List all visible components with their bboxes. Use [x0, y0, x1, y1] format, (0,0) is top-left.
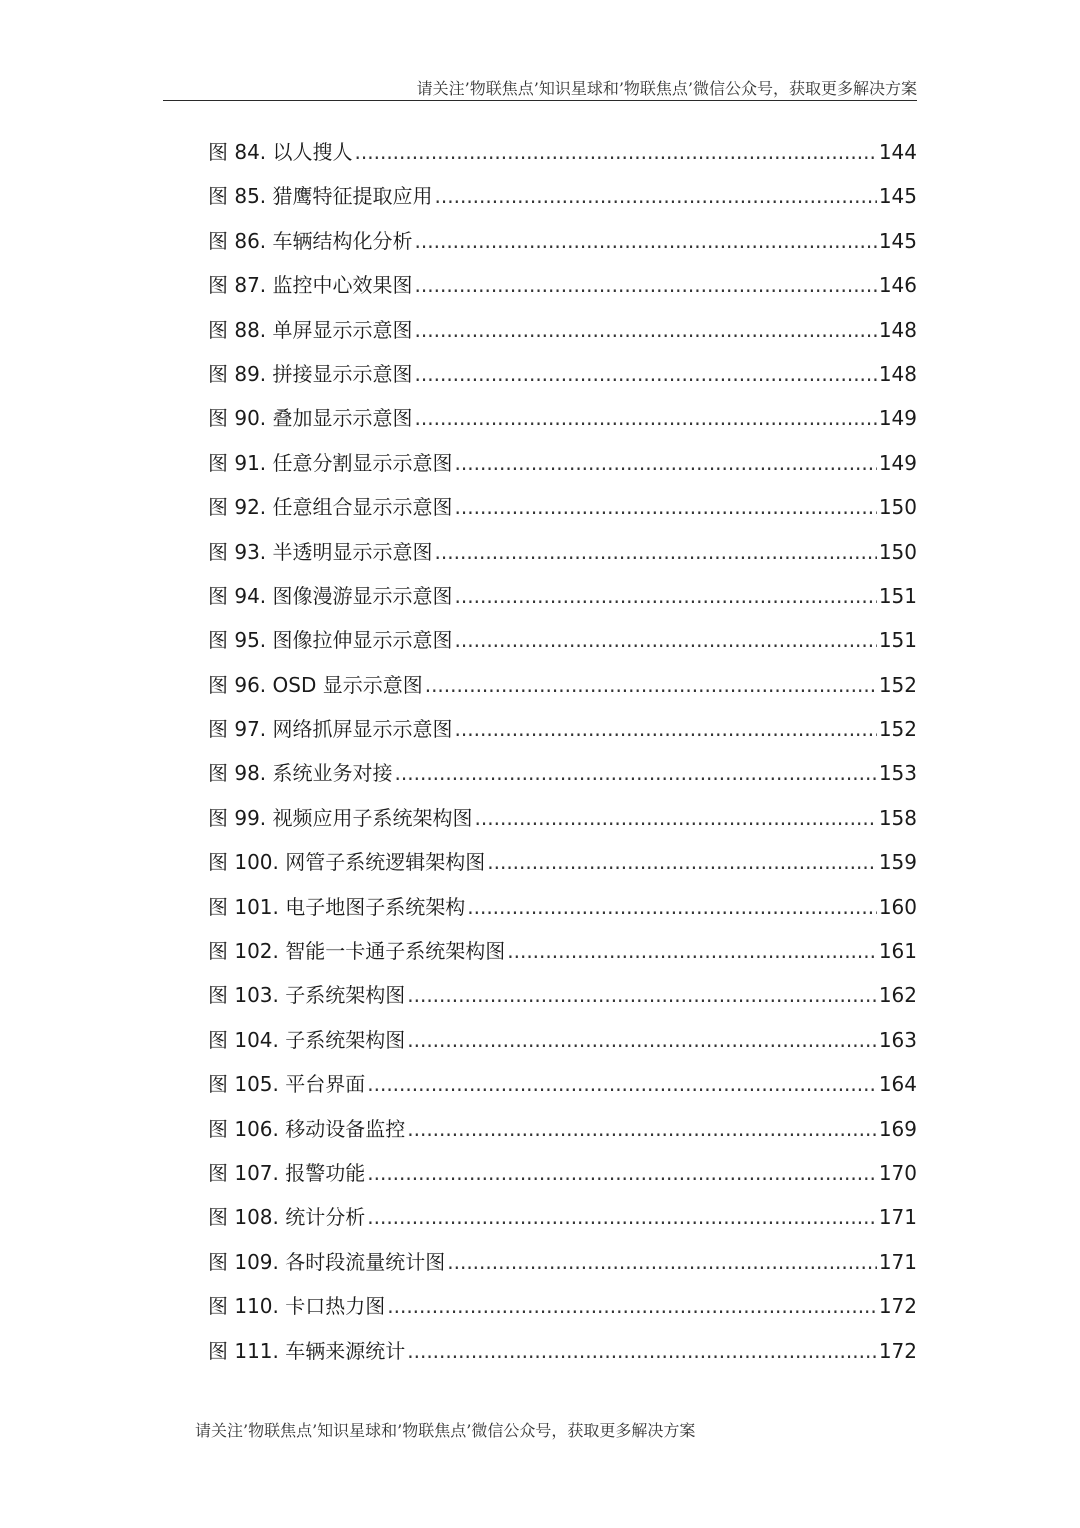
toc-entry[interactable]	[208, 840, 917, 884]
toc-dot-leader	[407, 1107, 877, 1151]
toc-entry-page-number: 145	[878, 228, 917, 253]
toc-entry-title: 图 86. 车辆结构化分析	[208, 228, 413, 253]
toc-entry-title: 图 105. 平台界面	[208, 1072, 366, 1097]
toc-entry-page-number: 146	[878, 273, 917, 298]
toc-dot-leader	[475, 796, 877, 840]
toc-entry[interactable]	[208, 441, 917, 485]
toc-entry-title: 图 84. 以人搜人	[208, 140, 353, 164]
toc-entry-title: 图 97. 网络抓屏显示示意图	[208, 717, 453, 742]
toc-entry-page-number: 164	[878, 1072, 917, 1097]
toc-entry-title: 图 94. 图像漫游显示示意图	[208, 583, 453, 608]
toc-entry-page-number: 144	[878, 140, 917, 164]
toc-entry-page-number: 170	[878, 1160, 917, 1185]
toc-entry[interactable]	[208, 618, 917, 662]
toc-entry-title: 图 101. 电子地图子系统架构	[208, 894, 466, 919]
toc-entry[interactable]	[208, 1062, 917, 1106]
toc-entry[interactable]	[208, 1018, 917, 1062]
toc-entry-title: 图 93. 半透明显示示意图	[208, 539, 433, 564]
toc-entry[interactable]	[208, 130, 917, 174]
toc-entry[interactable]	[208, 973, 917, 1017]
toc-entry-page-number: 172	[878, 1294, 917, 1319]
toc-dot-leader	[435, 174, 877, 218]
toc-entry-title: 图 91. 任意分割显示示意图	[208, 450, 453, 475]
toc-entry-title: 图 107. 报警功能	[208, 1160, 366, 1185]
toc-entry[interactable]	[208, 663, 917, 707]
toc-dot-leader	[415, 308, 877, 352]
toc-entry-page-number: 169	[878, 1116, 917, 1141]
toc-entry-title: 图 92. 任意组合显示示意图	[208, 495, 453, 520]
toc-entry-page-number: 160	[878, 894, 917, 919]
toc-entry[interactable]	[208, 885, 917, 929]
toc-entry[interactable]	[208, 1329, 917, 1373]
toc-dot-leader	[455, 485, 877, 529]
toc-dot-leader	[435, 530, 877, 574]
toc-entry[interactable]	[208, 751, 917, 795]
toc-dot-leader	[395, 751, 877, 795]
toc-dot-leader	[387, 1284, 877, 1328]
toc-entry-title: 图 110. 卡口热力图	[208, 1294, 386, 1319]
toc-entry-title: 图 103. 子系统架构图	[208, 983, 406, 1008]
toc-entry-page-number: 159	[878, 850, 917, 875]
toc-dot-leader	[455, 441, 877, 485]
toc-entry-title: 图 89. 拼接显示示意图	[208, 361, 413, 386]
toc-entry-page-number: 148	[878, 317, 917, 342]
toc-entry[interactable]	[208, 308, 917, 352]
toc-dot-leader	[355, 130, 877, 174]
toc-entry-page-number: 172	[878, 1338, 917, 1363]
toc-entry-title: 图 109. 各时段流量统计图	[208, 1249, 446, 1274]
toc-dot-leader	[467, 885, 877, 929]
toc-entry-title: 图 104. 子系统架构图	[208, 1027, 406, 1052]
toc-entry[interactable]	[208, 485, 917, 529]
toc-dot-leader	[455, 707, 877, 751]
toc-dot-leader	[487, 840, 877, 884]
toc-entry[interactable]	[208, 1151, 917, 1195]
toc-entry[interactable]	[208, 219, 917, 263]
toc-entry-page-number: 151	[878, 583, 917, 608]
toc-entry-page-number: 145	[878, 184, 917, 209]
toc-dot-leader	[367, 1195, 877, 1239]
toc-entry-title: 图 85. 猎鹰特征提取应用	[208, 184, 433, 209]
toc-dot-leader	[415, 263, 877, 307]
toc-entry[interactable]	[208, 174, 917, 218]
toc-entry-title: 图 88. 单屏显示示意图	[208, 317, 413, 342]
toc-entry-page-number: 153	[878, 761, 917, 786]
toc-entry-page-number: 161	[878, 939, 917, 964]
toc-entry[interactable]	[208, 396, 917, 440]
toc-dot-leader	[455, 618, 877, 662]
toc-entry-title: 图 96. OSD 显示示意图	[208, 672, 423, 697]
toc-dot-leader	[415, 219, 877, 263]
toc-entry[interactable]	[208, 574, 917, 618]
toc-entry-page-number: 148	[878, 361, 917, 386]
toc-entry-title: 图 90. 叠加显示示意图	[208, 406, 413, 431]
toc-entry[interactable]	[208, 1240, 917, 1284]
toc-dot-leader	[507, 929, 877, 973]
toc-entry[interactable]	[208, 530, 917, 574]
toc-entry-page-number: 150	[878, 539, 917, 564]
toc-dot-leader	[415, 352, 877, 396]
toc-entry-title: 图 87. 监控中心效果图	[208, 273, 413, 298]
toc-entry-page-number: 149	[878, 450, 917, 475]
toc-entry-page-number: 171	[878, 1205, 917, 1230]
toc-entry[interactable]	[208, 929, 917, 973]
toc-dot-leader	[407, 1018, 877, 1062]
toc-entry-title: 图 100. 网管子系统逻辑架构图	[208, 850, 486, 875]
page-header: 请关注’物联焦点’知识星球和’物联焦点’微信公众号，获取更多解决方案	[416, 79, 917, 98]
toc-entry-page-number: 158	[878, 805, 917, 830]
toc-entry-title: 图 95. 图像拉伸显示示意图	[208, 628, 453, 653]
toc-entry-page-number: 152	[878, 672, 917, 697]
toc-dot-leader	[407, 1329, 877, 1373]
toc-entry-page-number: 171	[878, 1249, 917, 1274]
toc-dot-leader	[425, 663, 877, 707]
header-divider	[163, 100, 917, 101]
toc-dot-leader	[407, 973, 877, 1017]
toc-entry-title: 图 111. 车辆来源统计	[208, 1338, 406, 1363]
toc-entry-title: 图 102. 智能一卡通子系统架构图	[208, 939, 506, 964]
toc-dot-leader	[415, 396, 877, 440]
toc-entry-page-number: 152	[878, 717, 917, 742]
toc-entry[interactable]	[208, 352, 917, 396]
toc-entry-title: 图 106. 移动设备监控	[208, 1116, 406, 1141]
toc-entry-page-number: 151	[878, 628, 917, 653]
toc-entry-title: 图 98. 系统业务对接	[208, 761, 393, 786]
toc-entry[interactable]	[208, 707, 917, 751]
toc-dot-leader	[455, 574, 877, 618]
toc-dot-leader	[447, 1240, 877, 1284]
toc-entry-page-number: 150	[878, 495, 917, 520]
toc-entry-title: 图 99. 视频应用子系统架构图	[208, 805, 473, 830]
toc-entry-title: 图 108. 统计分析	[208, 1205, 366, 1230]
toc-entry-page-number: 149	[878, 406, 917, 431]
page-footer: 请关注’物联焦点’知识星球和’物联焦点’微信公众号，获取更多解决方案	[195, 1421, 696, 1440]
toc-entry[interactable]	[208, 1107, 917, 1151]
toc-entry[interactable]	[208, 796, 917, 840]
toc-entry-page-number: 163	[878, 1027, 917, 1052]
toc-entry[interactable]	[208, 1284, 917, 1328]
toc-dot-leader	[367, 1062, 877, 1106]
toc-entry-page-number: 162	[878, 983, 917, 1008]
toc-entry[interactable]	[208, 1195, 917, 1239]
table-of-figures	[208, 130, 917, 1373]
toc-dot-leader	[367, 1151, 877, 1195]
toc-entry[interactable]	[208, 263, 917, 307]
